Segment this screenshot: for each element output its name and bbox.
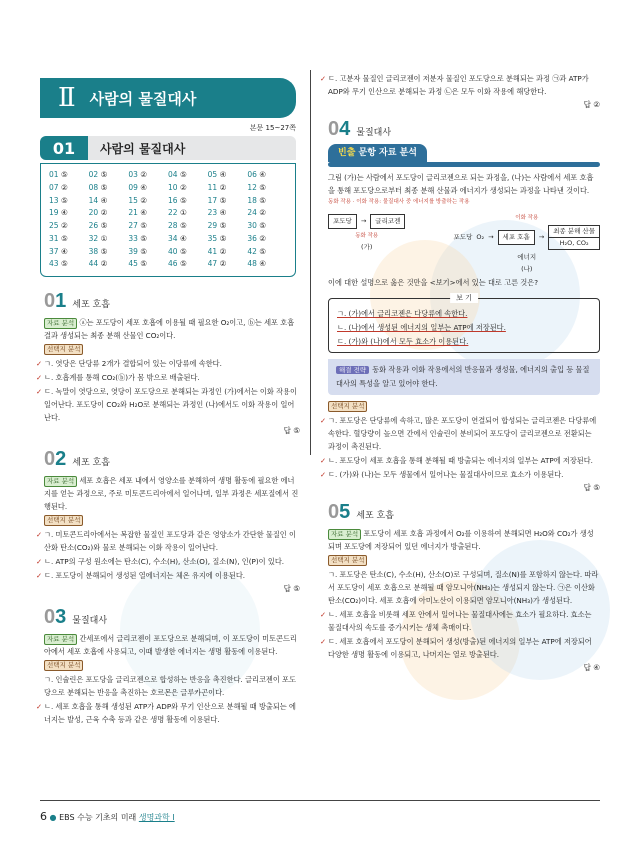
answer-cell: 41 ② xyxy=(207,246,227,256)
answer-cell: 06 ④ xyxy=(247,170,266,179)
choice-text: ㄷ. 포도당이 분해되어 생성된 열에너지는 체온 유지에 이용된다. xyxy=(44,571,246,580)
diagram-anabolism: 동화 작용 xyxy=(355,233,379,239)
answer-cell: 01 ⑤ xyxy=(49,170,68,179)
arrow-icon: → xyxy=(538,233,545,241)
diagram-glycogen: 글리코젠 xyxy=(370,214,405,229)
answer-cell: 34 ④ xyxy=(168,233,187,243)
answer: 답 ⑤ xyxy=(583,483,600,492)
choice-text: ㄴ. 호흡계를 통해 CO₂(ⓑ)가 몸 밖으로 배출된다. xyxy=(44,373,200,382)
diagram-label-na: (나) xyxy=(521,265,533,273)
check-icon: ✓ xyxy=(320,610,327,619)
page-reference: 본문 15~27쪽 xyxy=(249,124,296,132)
bogi-item: ㄱ. (가)에서 글리코젠은 다당류에 속한다. xyxy=(337,309,468,318)
question-title: 세포 호흡 xyxy=(72,458,110,468)
check-icon: ✓ xyxy=(320,456,327,465)
data-analysis-text: ⓐ는 포도당이 세포 호흡에 이용될 때 필요한 O₂이고, ⓑ는 세포 호흡 결과 생성되는 최종 분해 산물인 CO₂이다. xyxy=(44,318,295,340)
answer-cell: 08 ⑤ xyxy=(88,182,108,192)
answer-cell: 16 ⑤ xyxy=(168,195,187,205)
diagram-ga xyxy=(328,214,405,252)
choice-text: ㄷ. 세포 호흡에서 포도당이 분해되어 생성(방출)된 에너지의 일부는 ATP에 저장되어 다양한 생명 활동에 이용되고, 나머지는 열로 방출된다. xyxy=(328,637,592,659)
question-01 xyxy=(36,290,300,436)
answer-cell: 14 ④ xyxy=(88,195,108,205)
question-number: 05 xyxy=(328,501,351,523)
check-icon: ✓ xyxy=(320,637,327,646)
answer-cell: 17 ⑤ xyxy=(207,195,227,205)
question-stem: 그림 (가)는 사람에서 포도당이 글리코젠으로 되는 과정을, (나)는 사람에서 세포 호흡을 통해 포도당으로부터 최종 분해 산물과 에너지가 생성되는 과정을 나타낸 것이다. xyxy=(328,173,594,195)
answer-cell: 43 ⑤ xyxy=(49,259,68,269)
choice-text: ㄴ. ATP의 구성 원소에는 탄소(C), 수소(H), 산소(O), 질소(N), 인(P)이 있다. xyxy=(44,557,285,566)
answer-cell: 26 ⑤ xyxy=(88,221,108,230)
check-icon: ✓ xyxy=(36,571,43,580)
answer-cell: 07 ② xyxy=(49,182,68,192)
check-icon: ✓ xyxy=(320,416,327,425)
answer-cell: 05 ④ xyxy=(207,170,227,179)
question-title: 물질대사 xyxy=(72,616,108,626)
question-title: 물질대사 xyxy=(356,128,392,138)
bullet-icon: ● xyxy=(49,813,57,822)
answer-cell: 48 ④ xyxy=(247,259,266,269)
answer-cell: 24 ② xyxy=(247,208,266,218)
subject-name: 생명과학 Ⅰ xyxy=(138,813,175,822)
answer-cell: 02 ⑤ xyxy=(88,170,108,179)
diagram-products: H₂O, CO₂ xyxy=(559,239,589,247)
answer-cell: 37 ④ xyxy=(49,246,68,256)
diagram-label-ga: (가) xyxy=(361,243,373,251)
diagram-o2: O₂ xyxy=(476,233,485,241)
answer-cell: 19 ④ xyxy=(49,208,68,218)
answer-cell: 39 ⑤ xyxy=(128,246,147,256)
right-column xyxy=(320,72,600,685)
choice-analysis-tag: 선택지 분석 xyxy=(44,344,83,355)
arrow-icon: → xyxy=(360,217,367,225)
page-footer xyxy=(40,810,175,823)
bogi-item: ㄴ. (나)에서 생성된 에너지의 일부는 ATP에 저장된다. xyxy=(337,323,506,332)
choice-text: ㄱ. 포도당은 탄소(C), 수소(H), 산소(O)로 구성되며, 질소(N)를 포함하지 않는다. 따라서 포도당이 세포 호흡으로 분해될 때 암모니아(NH₃)는 생성되지 않는다. ㉠은 이산화 탄소(CO₂)이다. 세포 호흡에 아미노산이 이용되면 암모니아(NH₃)가 생성된다. xyxy=(328,570,599,605)
left-column xyxy=(36,290,300,739)
choice-text: ㄱ. 인슐린은 포도당을 글리코젠으로 합성하는 반응을 촉진한다. 글리코젠이 포도당으로 분해되는 반응을 촉진하는 호르몬은 글루카곤이다. xyxy=(44,675,296,697)
page-number: 6 xyxy=(40,810,47,823)
unit-numeral: Ⅱ xyxy=(58,83,76,113)
strategy-box xyxy=(328,359,600,395)
answer-cell: 04 ⑤ xyxy=(168,170,187,179)
diagram-catabolism: 이화 작용 xyxy=(515,215,539,221)
section-header xyxy=(40,136,296,160)
answer-cell: 46 ⑤ xyxy=(168,259,187,269)
question-05 xyxy=(320,501,600,673)
answer-cell: 32 ① xyxy=(88,233,108,243)
answer-grid xyxy=(40,163,296,277)
column-divider xyxy=(310,70,311,455)
strategy-text: 동화 작용과 이화 작용에서의 반응물과 생성물, 에너지의 출입 등 물질대사의 특성을 알고 있어야 한다. xyxy=(336,365,590,388)
check-icon: ✓ xyxy=(320,74,327,83)
choice-text: ㄷ. (가)와 (나)는 모두 생물에서 일어나는 물질대사이므로 효소가 이용된다. xyxy=(328,470,564,479)
check-icon: ✓ xyxy=(36,373,43,382)
bottom-rule xyxy=(40,800,600,801)
question-02 xyxy=(36,448,300,594)
frequent-item-tab: 빈출 문항 자료 분석 xyxy=(328,144,427,162)
answer: 답 ④ xyxy=(583,663,600,672)
diagram-glucose-2: 포도당 xyxy=(453,233,473,241)
answer-cell: 10 ② xyxy=(168,182,187,192)
answer-cell: 18 ⑤ xyxy=(247,195,266,205)
choice-text: ㄱ. 엿당은 단당류 2개가 결합되어 있는 이당류에 속한다. xyxy=(44,359,222,368)
data-analysis-tag: 자료 분석 xyxy=(44,318,77,329)
answer-cell: 38 ⑤ xyxy=(88,246,108,256)
unit-title: 사람의 물질대사 xyxy=(89,89,197,108)
question-title: 세포 호흡 xyxy=(72,300,110,310)
strategy-label: 해결 전략 xyxy=(336,366,369,374)
tab-bar xyxy=(328,162,600,167)
answer-cell: 20 ② xyxy=(88,208,108,218)
question-number: 01 xyxy=(44,290,67,312)
choice-text: ㄱ. 미토콘드리아에서는 복잡한 물질인 포도당과 같은 영양소가 간단한 물질인 이산화 탄소(CO₂)와 물로 분해되는 이화 작용이 일어난다. xyxy=(44,530,296,552)
answer-cell: 23 ④ xyxy=(207,208,227,218)
choice-text: ㄴ. 포도당이 세포 호흡을 통해 분해될 때 방출되는 에너지의 일부는 ATP에 저장된다. xyxy=(328,456,593,465)
diagram-final-products-label: 최종 분해 산물 xyxy=(549,226,599,238)
choice-analysis-tag: 선택지 분석 xyxy=(44,660,83,671)
question-number: 03 xyxy=(44,606,67,628)
choice-analysis-tag: 선택지 분석 xyxy=(328,555,367,566)
question-prompt: 이에 대한 설명으로 옳은 것만을 <보기>에서 있는 대로 고른 것은? xyxy=(328,278,539,287)
answer-cell: 13 ⑤ xyxy=(49,195,68,205)
data-analysis-tag: 자료 분석 xyxy=(328,529,361,540)
answer-cell: 47 ② xyxy=(207,259,227,269)
check-icon: ✓ xyxy=(36,530,43,539)
answer-cell: 03 ② xyxy=(128,170,147,179)
diagram-final-products xyxy=(548,225,600,250)
answer-cell: 11 ② xyxy=(207,182,227,192)
answer-cell: 25 ② xyxy=(49,221,68,230)
answer-cell: 36 ② xyxy=(247,233,266,243)
check-icon: ✓ xyxy=(36,557,43,566)
annotation: 동화 작용 xyxy=(328,199,352,205)
answer-cell: 42 ⑤ xyxy=(247,246,266,256)
answer-cell: 40 ⑤ xyxy=(168,246,187,256)
question-03 xyxy=(36,606,300,727)
answer-cell: 31 ⑤ xyxy=(49,233,68,243)
unit-banner xyxy=(40,78,296,118)
check-icon: ✓ xyxy=(36,387,43,396)
choice-analysis-tag: 선택지 분석 xyxy=(328,401,367,412)
answer-cell: 44 ② xyxy=(88,259,108,269)
bogi-box xyxy=(328,294,600,353)
choice-text: ㄱ. 포도당은 단당류에 속하고, 많은 포도당이 연결되어 합성되는 글리코젠은 다당류에 속한다. 혈당량이 높으면 간에서 인슐린이 분비되어 포도당이 글리코젠으로 전환되는 과정이 촉진된다. xyxy=(328,416,597,451)
data-analysis-tag: 자료 분석 xyxy=(44,476,77,487)
answer-cell: 22 ① xyxy=(168,208,187,218)
section-number: 01 xyxy=(40,136,88,160)
answer-cell: 30 ⑤ xyxy=(247,221,266,230)
bogi-item: ㄷ. (가)와 (나)에서 모두 효소가 이용된다. xyxy=(337,337,469,346)
section-title: 사람의 물질대사 xyxy=(88,136,296,160)
choice-text: ㄷ. 고분자 물질인 글리코젠이 저분자 물질인 포도당으로 분해되는 과정 ㉠과 ATP가 ADP와 무기 인산으로 분해되는 과정 ㉡은 모두 이화 작용에 해당한다. xyxy=(328,74,589,96)
check-icon: ✓ xyxy=(36,702,43,711)
arrow-icon: → xyxy=(488,233,494,241)
data-analysis-text: 포도당이 세포 호흡 과정에서 O₂를 이용하여 분해되면 H₂O와 CO₂가 생성되며 포도당에 저장되어 있던 에너지가 방출된다. xyxy=(328,529,594,551)
choice-text: ㄷ. 녹말이 엿당으로, 엿당이 포도당으로 분해되는 과정인 (가)에서는 이화 작용이 일어난다. 포도당이 CO₂와 H₂O로 분해되는 과정인 (나)에서도 이화 작용이 일어난다. xyxy=(44,387,297,422)
answer: 답 ② xyxy=(583,100,600,109)
data-analysis-text: 간세포에서 글리코젠이 포도당으로 분해되며, 이 포도당이 미토콘드리아에서 세포 호흡에 사용되고, 이때 발생한 에너지는 생명 활동에 이용된다. xyxy=(44,634,297,656)
diagram-glucose: 포도당 xyxy=(328,214,357,229)
annotation: 이화 작용: 물질대사 중 에너지를 방출하는 작용 xyxy=(356,199,470,205)
choice-analysis-tag: 선택지 분석 xyxy=(44,515,83,526)
answer-cell: 29 ⑤ xyxy=(207,221,227,230)
question-title: 세포 호흡 xyxy=(356,511,394,521)
diagram-energy: 에너지 xyxy=(517,253,537,261)
data-analysis-text: 세포 호흡은 세포 내에서 영양소를 분해하여 생명 활동에 필요한 에너지를 얻는 과정으로, 주로 미토콘드리아에서 일어나며, 일부 과정은 세포질에서 진행된다. xyxy=(44,476,299,511)
question-number: 04 xyxy=(328,118,351,140)
choice-text: ㄴ. 세포 호흡을 비롯해 세포 안에서 일어나는 물질대사에는 효소가 필요하다. 효소는 물질대사의 속도를 증가시키는 생체 촉매이다. xyxy=(328,610,592,632)
diagram xyxy=(328,214,600,274)
question-03-continued xyxy=(320,72,600,110)
answer-cell: 09 ④ xyxy=(128,182,147,192)
diagram-respiration: 세포 호흡 xyxy=(498,230,535,245)
diagram-na xyxy=(454,214,600,274)
book-title: EBS 수능 기초의 미래 xyxy=(59,813,137,822)
answer-cell: 45 ⑤ xyxy=(128,259,147,269)
check-icon: ✓ xyxy=(36,359,43,368)
data-analysis-tag: 자료 분석 xyxy=(44,634,77,645)
answer-cell: 35 ⑤ xyxy=(207,233,227,243)
question-04: 04 물질대사 빈출 문항 자료 분석 그림 (가)는 사람에서 포도당이 글리코젠으로 되는 과정을, (나)는 사람에서 세포 호흡을 통해 포도당으로부터 최종 분해 산물과 에너지가 생성되는 과정을 나타낸 것이다. 동화 작용 · 이화 작용: 물질대사 중 에너지를 방출하는 작용 포도당 → 글리코젠 동화 작용 (가) 이화 작용 포도당 O₂ → 세포 호흡 → 최종 분해 산물 H₂O, CO₂ 에너지 (나) 이에 대한 설명으로 옳은 것만을 <보기>에서 있는 대로 고른 것은? 보 기 ㄱ. (가)에서 글리코젠은 다당류에 속한다. ㄴ. (나)에서 생성된 에너지의 일부는 ATP에 저장된다. ㄷ. (가)와 (나)에서 모두 효소가 이용된다. 해결 전략 동화 작용과 이화 작용에서의 반응물과 생성물, 에너지의 출입 등 물질대사의 특성을 알고 있어야 한다. 선택지 분석 ✓ ㄱ. 포도당은 단당류에 속하고, 많은 포도당이 연결되어 합성되는 글리코젠은 다당류에 속한다. 혈당량이 높으면 간에서 인슐린이 분비되어 포도당이 글리코젠으로 전환되는 과정이 촉진된다. ✓ ㄴ. 포도당이 세포 호흡을 통해 분해될 때 방출되는 에너지의 일부는 ATP에 저장된다. ✓ ㄷ. (가)와 (나)는 모두 생물에서 일어나는 물질대사이므로 효소가 이용된다. 답 ⑤ xyxy=(320,118,600,492)
check-icon: ✓ xyxy=(320,470,327,479)
bogi-title: 보 기 xyxy=(450,293,478,303)
answer-cell: 12 ⑤ xyxy=(247,182,266,192)
question-number: 02 xyxy=(44,448,67,470)
answer-cell: 15 ② xyxy=(128,195,147,205)
choice-text: ㄴ. 세포 호흡을 통해 생성된 ATP가 ADP와 무기 인산으로 분해될 때 방출되는 에너지는 발성, 근육 수축 등과 같은 생명 활동에 이용된다. xyxy=(44,702,296,724)
answer-cell: 33 ⑤ xyxy=(128,233,147,243)
answer-cell: 21 ④ xyxy=(128,208,147,218)
answer: 답 ⑤ xyxy=(283,584,300,593)
answer-cell: 27 ⑤ xyxy=(128,221,147,230)
answer-cell: 28 ⑤ xyxy=(168,221,187,230)
answer: 답 ⑤ xyxy=(283,426,300,435)
